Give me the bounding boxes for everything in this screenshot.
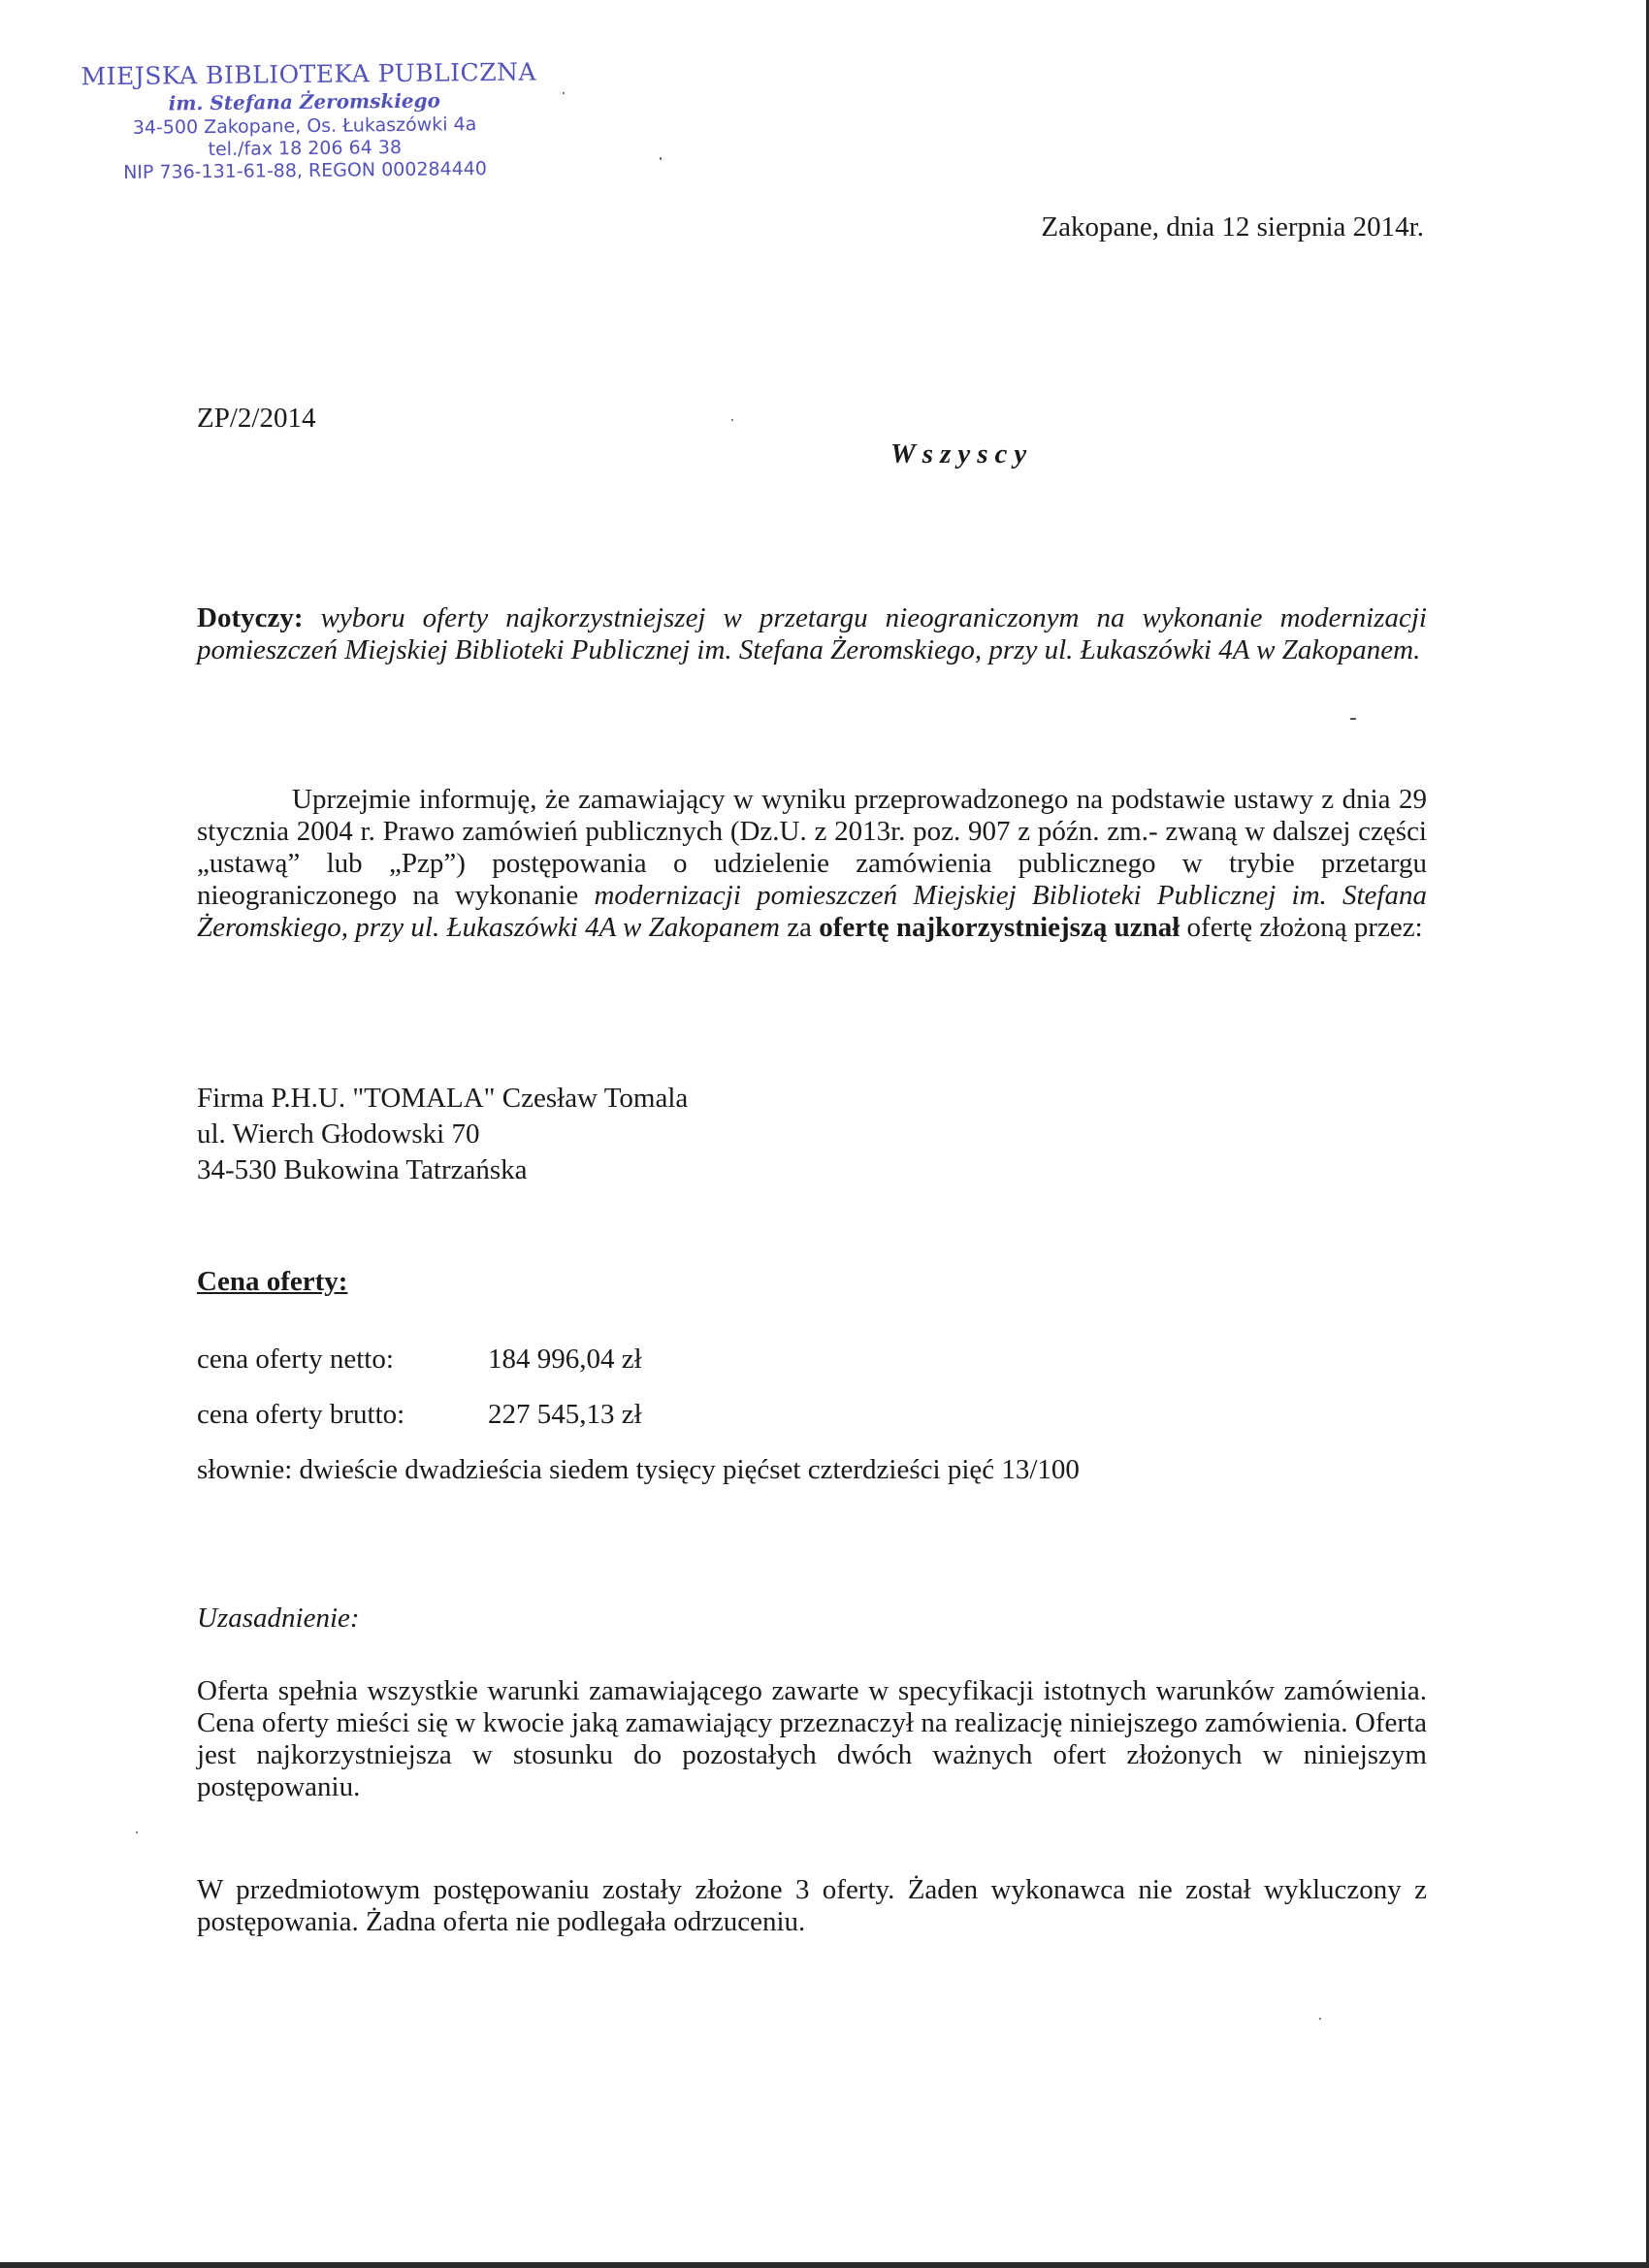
price-gross-label: cena oferty brutto: — [197, 1399, 405, 1430]
price-in-words: słownie: dwieście dwadzieścia siedem tysięcy pięćset czterdzieści pięć 13/100 — [197, 1454, 1080, 1485]
scan-speck — [136, 1831, 138, 1833]
intro-paragraph — [197, 784, 1427, 944]
price-heading: Cena oferty: — [197, 1266, 348, 1297]
subject-text: wyboru oferty najkorzystniejszej w przetargu nieograniczonym na wykonanie modernizacji pomieszczeń Miejskiej Biblioteki Publicznej im. Stefana Żeromskiego, przy ul. Łukaszówki 4A w Zakopanem. — [197, 602, 1427, 665]
price-gross-row — [197, 1399, 642, 1431]
intro-connector: za — [779, 912, 820, 943]
justification-paragraph-2: W przedmiotowym postępowaniu zostały złożone 3 oferty. Żaden wykonawca nie został wykluczony z postępowania. Żadna oferta nie podlegała odrzuceniu. — [197, 1874, 1427, 1937]
price-gross-value: 227 545,13 zł — [488, 1399, 642, 1430]
justification-paragraph-1: Oferta spełnia wszystkie warunki zamawiającego zawarte w specyfikacji istotnych warunków zamówienia. Cena oferty mieści się w kwocie jaką zamawiający przeznaczył na realizację niniejszego zamówienia. Oferta jest najkorzystniejsza w stosunku do pozostałych dwóch ważnych ofert złożonych w niniejszym postępowaniu. — [197, 1675, 1427, 1802]
stamp-line-phone: tel./fax 18 206 64 38 — [208, 136, 403, 161]
intro-ending: ofertę złożoną przez: — [1180, 912, 1423, 943]
price-net-value: 184 996,04 zł — [488, 1344, 642, 1375]
scan-edge-bottom — [0, 2262, 1649, 2268]
scan-speck — [563, 92, 565, 94]
letter-date: Zakopane, dnia 12 sierpnia 2014r. — [1041, 211, 1424, 243]
winning-firm-address — [197, 1081, 688, 1188]
scan-speck — [660, 157, 662, 160]
library-stamp — [81, 57, 537, 184]
justification-heading: Uzasadnienie: — [197, 1603, 360, 1634]
subject-paragraph — [197, 602, 1427, 666]
intro-project-name: modernizacji pomieszczeń Miejskiej Biblioteki Publicznej im. Stefana Żeromskiego, przy ul. Łukaszówki 4A w Zakopanem — [197, 880, 1427, 943]
firm-street: ul. Wierch Głodowski 70 — [197, 1118, 480, 1150]
scan-speck — [731, 419, 733, 421]
intro-decision: ofertę najkorzystniejszą uznał — [819, 912, 1180, 943]
firm-city: 34-530 Bukowina Tatrzańska — [197, 1154, 528, 1185]
stamp-line-address: 34-500 Zakopane, Os. Łukaszówki 4a — [132, 113, 477, 139]
intro-text: Uprzejmie informuję, że zamawiający w wyniku przeprowadzonego na podstawie ustawy z dnia 29 stycznia 2004 r. Prawo zamówień publicznych (Dz.U. z 2013r. poz. 907 z późn. zm.- zwaną w dalszej części „ustawą” lub „Pzp”) postępowania o udzielenie zamówienia publicznego w trybie przetargu nieograniczonego na wykonanie — [197, 784, 1427, 911]
subject-label: Dotyczy: — [197, 602, 304, 633]
price-net-row — [197, 1344, 642, 1376]
price-net-label: cena oferty netto: — [197, 1344, 394, 1375]
scan-speck — [1350, 718, 1356, 720]
addressee: Wszyscy — [890, 438, 1034, 470]
scan-speck — [1319, 2018, 1321, 2020]
stamp-line-patron: im. Stefana Żeromskiego — [168, 88, 441, 115]
stamp-line-institution: MIEJSKA BIBLIOTEKA PUBLICZNA — [81, 57, 537, 91]
stamp-line-tax-ids: NIP 736-131-61-88, REGON 000284440 — [123, 158, 488, 183]
firm-name: Firma P.H.U. "TOMALA" Czesław Tomala — [197, 1083, 689, 1114]
reference-number: ZP/2/2014 — [197, 403, 316, 434]
